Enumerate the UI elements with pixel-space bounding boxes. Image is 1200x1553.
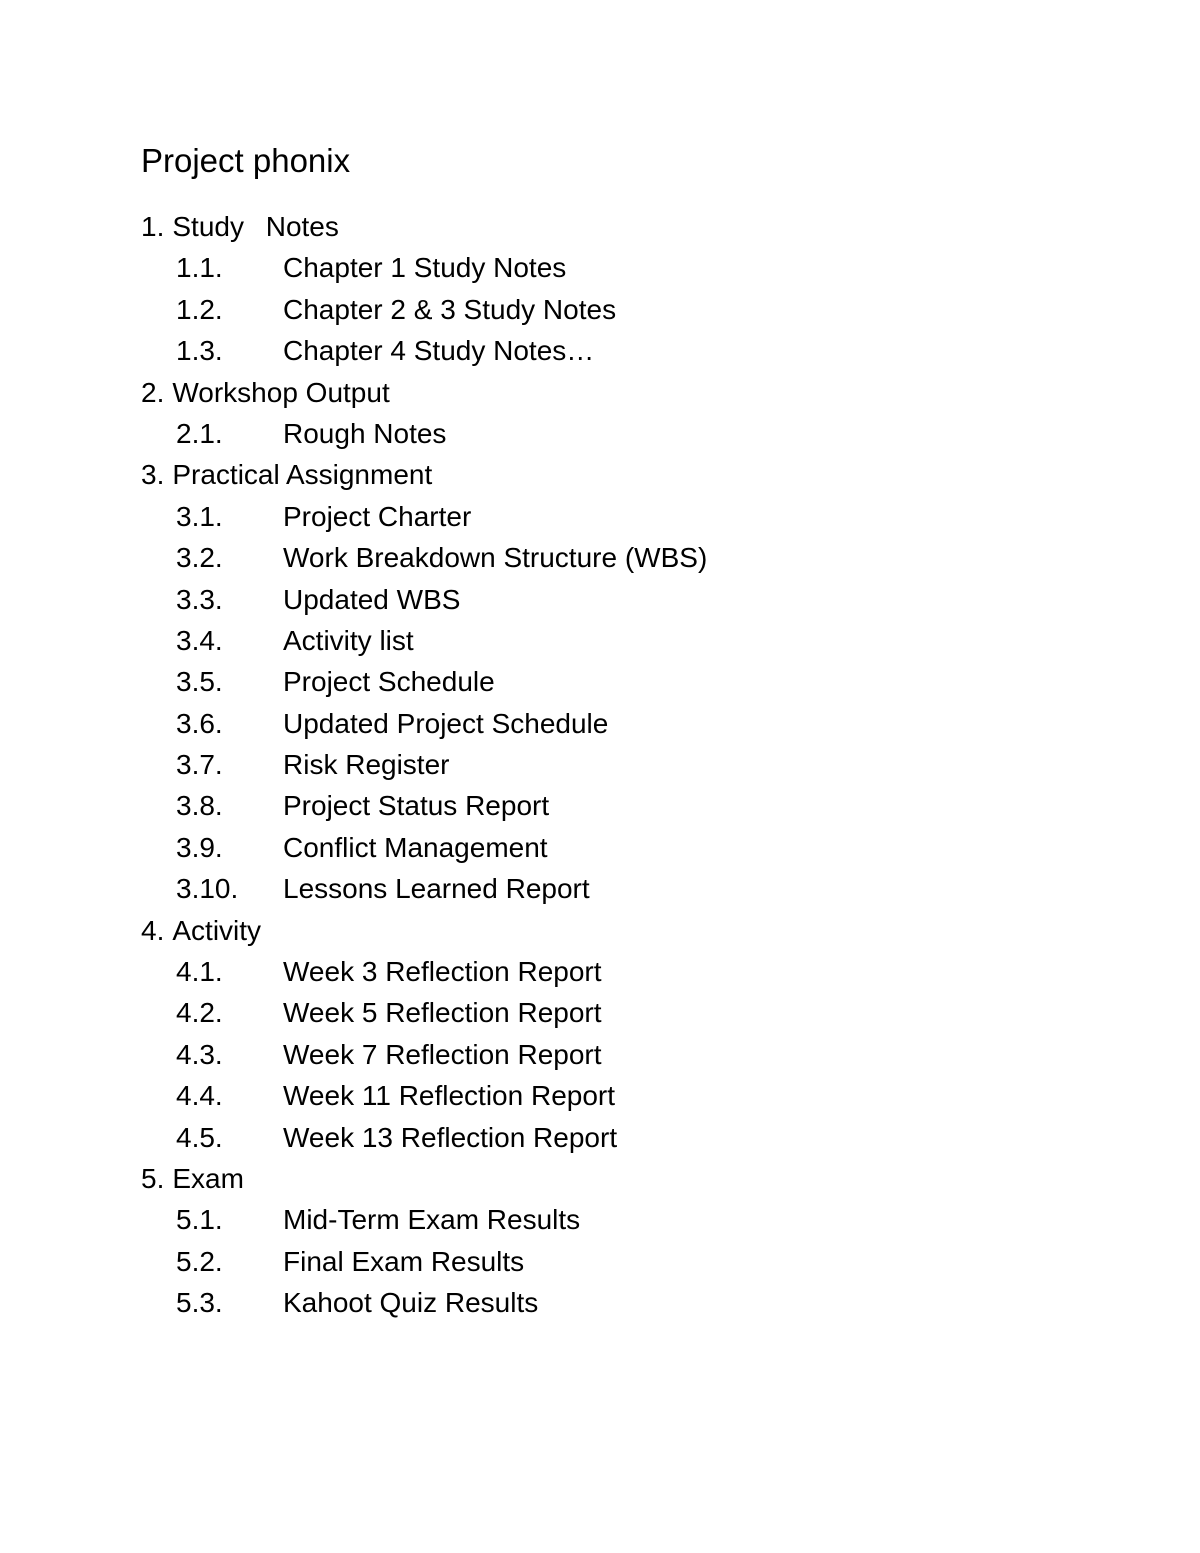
item-number: 1.3. — [176, 335, 223, 367]
item-label: Updated WBS — [283, 583, 461, 615]
list-item — [141, 951, 1101, 992]
list-item — [141, 1117, 1101, 1158]
section-label: Activity — [172, 914, 262, 946]
item-number: 4.5. — [176, 1121, 223, 1153]
item-number: 3.4. — [176, 624, 223, 656]
section-heading — [141, 206, 1101, 247]
item-number: 3.5. — [176, 666, 223, 698]
list-item — [141, 661, 1101, 702]
item-label: Rough Notes — [283, 417, 447, 449]
section-number: 4. — [141, 914, 165, 946]
list-item — [141, 247, 1101, 288]
item-label: Activity list — [283, 624, 414, 656]
section-number: 5. — [141, 1162, 165, 1194]
list-item — [141, 579, 1101, 620]
list-item — [141, 620, 1101, 661]
item-label: Chapter 2 & 3 Study Notes — [283, 293, 617, 325]
list-item — [141, 1075, 1101, 1116]
item-label: Week 11 Reflection Report — [283, 1080, 616, 1112]
item-label: Lessons Learned Report — [283, 873, 590, 905]
item-label: Updated Project Schedule — [283, 707, 609, 739]
document-body — [141, 140, 1101, 1324]
item-number: 3.9. — [176, 831, 223, 863]
item-label: Week 7 Reflection Report — [283, 1038, 602, 1070]
item-number: 3.8. — [176, 790, 223, 822]
section-label: Practical Assignment — [172, 459, 433, 491]
item-number: 3.6. — [176, 707, 223, 739]
list-item — [141, 1199, 1101, 1240]
section-number: 2. — [141, 376, 165, 408]
section-label: Study Notes — [172, 211, 339, 242]
item-label: Week 13 Reflection Report — [283, 1121, 618, 1153]
item-label: Project Status Report — [283, 790, 550, 822]
item-label: Week 5 Reflection Report — [283, 997, 602, 1029]
item-label: Risk Register — [283, 749, 450, 781]
item-label: Chapter 1 Study Notes — [283, 252, 567, 284]
list-item — [141, 537, 1101, 578]
section-number: 3. — [141, 459, 165, 491]
item-number: 1.2. — [176, 293, 223, 325]
item-label: Project Schedule — [283, 666, 495, 698]
section-heading — [141, 454, 1101, 495]
section-label: Workshop Output — [172, 376, 390, 408]
list-item — [141, 1034, 1101, 1075]
item-label: Mid-Term Exam Results — [283, 1204, 581, 1236]
section-heading — [141, 372, 1101, 413]
list-item — [141, 1282, 1101, 1323]
list-item — [141, 827, 1101, 868]
item-number: 5.3. — [176, 1287, 223, 1319]
item-number: 4.1. — [176, 956, 223, 988]
item-label: Kahoot Quiz Results — [283, 1287, 539, 1319]
document-title: Project phonix — [141, 142, 351, 179]
item-number: 4.2. — [176, 997, 223, 1029]
item-number: 3.3. — [176, 583, 223, 615]
item-label: Conflict Management — [283, 831, 548, 863]
item-number: 3.1. — [176, 500, 223, 532]
item-label: Work Breakdown Structure (WBS) — [283, 542, 708, 574]
item-number: 3.2. — [176, 542, 223, 574]
list-item — [141, 1241, 1101, 1282]
item-number: 3.10. — [176, 873, 239, 905]
list-item — [141, 868, 1101, 909]
list-item — [141, 744, 1101, 785]
item-label: Chapter 4 Study Notes… — [283, 335, 595, 367]
list-item — [141, 413, 1101, 454]
item-label: Week 3 Reflection Report — [283, 956, 602, 988]
list-item — [141, 289, 1101, 330]
list-item — [141, 992, 1101, 1033]
list-item — [141, 785, 1101, 826]
section-heading — [141, 910, 1101, 951]
list-item — [141, 330, 1101, 371]
item-number: 5.1. — [176, 1204, 223, 1236]
item-number: 5.2. — [176, 1245, 223, 1277]
section-label: Exam — [172, 1162, 244, 1194]
item-label: Project Charter — [283, 500, 472, 532]
item-number: 4.3. — [176, 1038, 223, 1070]
list-item — [141, 496, 1101, 537]
item-number: 1.1. — [176, 252, 223, 284]
section-heading — [141, 1158, 1101, 1199]
list-item — [141, 703, 1101, 744]
item-number: 2.1. — [176, 417, 223, 449]
item-label: Final Exam Results — [283, 1245, 525, 1277]
item-number: 4.4. — [176, 1080, 223, 1112]
section-number: 1. — [141, 211, 165, 242]
item-number: 3.7. — [176, 749, 223, 781]
